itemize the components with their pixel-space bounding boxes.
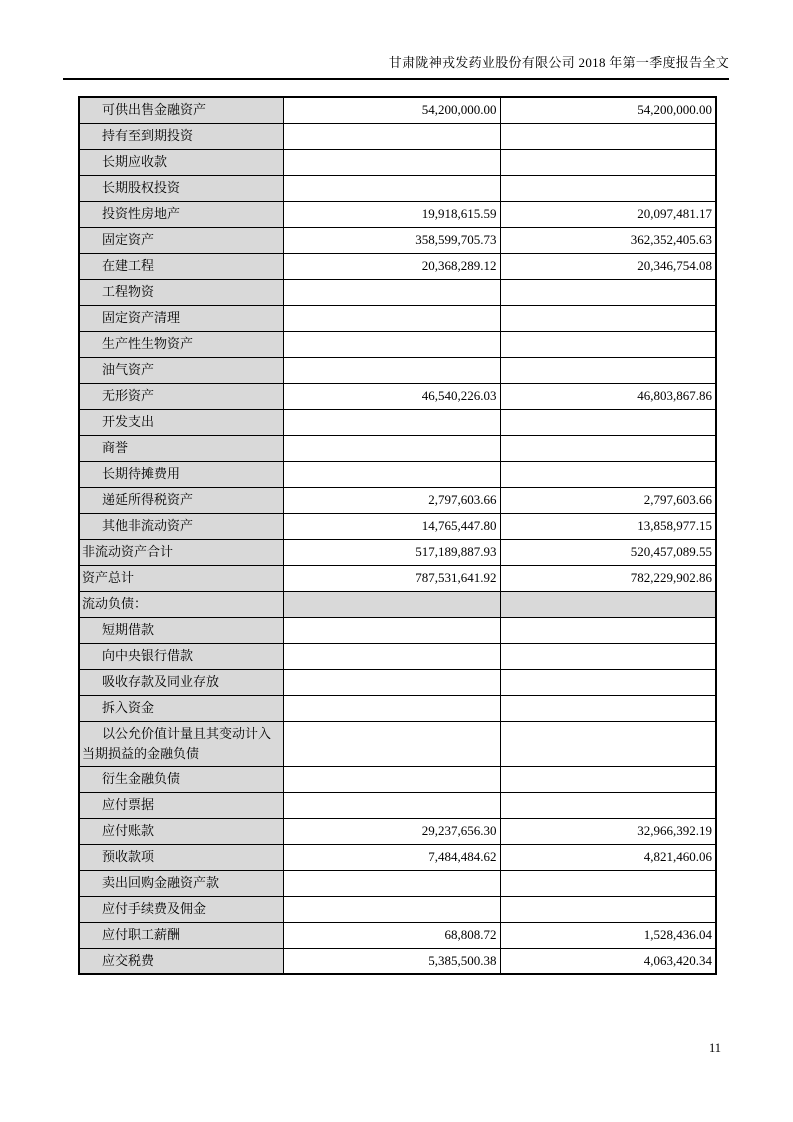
page-header-title: 甘肃陇神戎发药业股份有限公司 2018 年第一季度报告全文 xyxy=(63,52,729,80)
row-value-col1: 46,540,226.03 xyxy=(283,383,500,409)
row-label: 投资性房地产 xyxy=(79,201,283,227)
row-label: 应付票据 xyxy=(79,792,283,818)
row-label: 吸收存款及同业存放 xyxy=(79,669,283,695)
table-row xyxy=(79,695,716,721)
table-row xyxy=(79,383,716,409)
page-number: 11 xyxy=(708,1041,721,1055)
row-value-col2 xyxy=(500,792,716,818)
row-label: 应付职工薪酬 xyxy=(79,922,283,948)
row-label: 固定资产清理 xyxy=(79,305,283,331)
row-value-col2: 20,097,481.17 xyxy=(500,201,716,227)
row-value-col1 xyxy=(283,591,500,617)
row-value-col1 xyxy=(283,721,500,766)
row-value-col1 xyxy=(283,149,500,175)
row-value-col2 xyxy=(500,721,716,766)
row-value-col2 xyxy=(500,279,716,305)
table-row xyxy=(79,279,716,305)
row-value-col1: 68,808.72 xyxy=(283,922,500,948)
row-value-col1 xyxy=(283,617,500,643)
table-row xyxy=(79,617,716,643)
table-row xyxy=(79,818,716,844)
row-value-col1 xyxy=(283,766,500,792)
row-value-col1 xyxy=(283,279,500,305)
row-value-col1: 20,368,289.12 xyxy=(283,253,500,279)
row-value-col2 xyxy=(500,175,716,201)
row-value-col2: 2,797,603.66 xyxy=(500,487,716,513)
row-label: 应付手续费及佣金 xyxy=(79,896,283,922)
row-value-col2: 46,803,867.86 xyxy=(500,383,716,409)
row-label: 长期待摊费用 xyxy=(79,461,283,487)
row-label: 长期股权投资 xyxy=(79,175,283,201)
row-label: 固定资产 xyxy=(79,227,283,253)
row-label: 无形资产 xyxy=(79,383,283,409)
row-value-col1: 19,918,615.59 xyxy=(283,201,500,227)
row-value-col1 xyxy=(283,792,500,818)
table-row xyxy=(79,565,716,591)
row-value-col2: 362,352,405.63 xyxy=(500,227,716,253)
row-value-col1 xyxy=(283,409,500,435)
row-value-col1 xyxy=(283,305,500,331)
row-label: 可供出售金融资产 xyxy=(79,97,283,123)
row-value-col1: 517,189,887.93 xyxy=(283,539,500,565)
row-label: 在建工程 xyxy=(79,253,283,279)
row-value-col2 xyxy=(500,766,716,792)
row-value-col2 xyxy=(500,896,716,922)
row-label: 流动负债： xyxy=(79,591,283,617)
row-label: 拆入资金 xyxy=(79,695,283,721)
row-label: 卖出回购金融资产款 xyxy=(79,870,283,896)
row-value-col1: 14,765,447.80 xyxy=(283,513,500,539)
row-value-col1: 54,200,000.00 xyxy=(283,97,500,123)
row-value-col1: 5,385,500.38 xyxy=(283,948,500,974)
row-label: 向中央银行借款 xyxy=(79,643,283,669)
table-row xyxy=(79,357,716,383)
table-row xyxy=(79,409,716,435)
row-value-col2 xyxy=(500,461,716,487)
row-label: 工程物资 xyxy=(79,279,283,305)
row-value-col1 xyxy=(283,461,500,487)
row-value-col2 xyxy=(500,123,716,149)
table-row xyxy=(79,175,716,201)
row-value-col2: 20,346,754.08 xyxy=(500,253,716,279)
row-value-col2 xyxy=(500,305,716,331)
table-row xyxy=(79,123,716,149)
table-row xyxy=(79,591,716,617)
row-label: 递延所得税资产 xyxy=(79,487,283,513)
table-row xyxy=(79,870,716,896)
row-value-col2 xyxy=(500,669,716,695)
row-label: 非流动资产合计 xyxy=(79,539,283,565)
table-row xyxy=(79,766,716,792)
row-value-col2: 782,229,902.86 xyxy=(500,565,716,591)
table-row xyxy=(79,844,716,870)
row-value-col1 xyxy=(283,643,500,669)
row-value-col2 xyxy=(500,149,716,175)
table-row xyxy=(79,721,716,766)
table-row xyxy=(79,922,716,948)
row-value-col1 xyxy=(283,669,500,695)
table-row xyxy=(79,253,716,279)
row-value-col1 xyxy=(283,175,500,201)
row-value-col2: 4,821,460.06 xyxy=(500,844,716,870)
row-value-col1: 29,237,656.30 xyxy=(283,818,500,844)
table-row xyxy=(79,948,716,974)
table-row xyxy=(79,435,716,461)
row-value-col2 xyxy=(500,643,716,669)
row-label: 油气资产 xyxy=(79,357,283,383)
row-label: 持有至到期投资 xyxy=(79,123,283,149)
row-label: 商誉 xyxy=(79,435,283,461)
row-value-col2 xyxy=(500,870,716,896)
table-row xyxy=(79,539,716,565)
table-row xyxy=(79,331,716,357)
table-row xyxy=(79,513,716,539)
balance-table-body xyxy=(79,97,716,974)
row-value-col1 xyxy=(283,123,500,149)
row-value-col2 xyxy=(500,409,716,435)
row-value-col2: 4,063,420.34 xyxy=(500,948,716,974)
row-value-col2 xyxy=(500,591,716,617)
row-value-col2 xyxy=(500,357,716,383)
table-row xyxy=(79,669,716,695)
row-label: 预收款项 xyxy=(79,844,283,870)
row-value-col2: 520,457,089.55 xyxy=(500,539,716,565)
row-value-col2 xyxy=(500,617,716,643)
row-value-col2 xyxy=(500,331,716,357)
row-label: 资产总计 xyxy=(79,565,283,591)
row-label: 应交税费 xyxy=(79,948,283,974)
row-value-col1 xyxy=(283,331,500,357)
row-value-col2 xyxy=(500,695,716,721)
table-row xyxy=(79,896,716,922)
row-label: 短期借款 xyxy=(79,617,283,643)
row-value-col2: 54,200,000.00 xyxy=(500,97,716,123)
row-value-col1 xyxy=(283,435,500,461)
balance-sheet-table xyxy=(78,96,717,975)
row-label: 以公允价值计量且其变动计入当期损益的金融负债 xyxy=(79,721,283,766)
table-row xyxy=(79,792,716,818)
row-label: 生产性生物资产 xyxy=(79,331,283,357)
row-label: 其他非流动资产 xyxy=(79,513,283,539)
row-value-col2: 1,528,436.04 xyxy=(500,922,716,948)
row-value-col1: 358,599,705.73 xyxy=(283,227,500,253)
table-row xyxy=(79,97,716,123)
row-value-col1 xyxy=(283,870,500,896)
row-value-col1 xyxy=(283,896,500,922)
row-value-col1 xyxy=(283,695,500,721)
row-label: 应付账款 xyxy=(79,818,283,844)
row-value-col2: 32,966,392.19 xyxy=(500,818,716,844)
row-value-col1: 2,797,603.66 xyxy=(283,487,500,513)
table-row xyxy=(79,487,716,513)
table-row xyxy=(79,227,716,253)
row-label: 衍生金融负债 xyxy=(79,766,283,792)
table-row xyxy=(79,201,716,227)
table-row xyxy=(79,149,716,175)
row-value-col1: 787,531,641.92 xyxy=(283,565,500,591)
row-label: 开发支出 xyxy=(79,409,283,435)
table-row xyxy=(79,643,716,669)
row-value-col1 xyxy=(283,357,500,383)
table-row xyxy=(79,461,716,487)
row-value-col1: 7,484,484.62 xyxy=(283,844,500,870)
table-row xyxy=(79,305,716,331)
row-value-col2 xyxy=(500,435,716,461)
row-value-col2: 13,858,977.15 xyxy=(500,513,716,539)
row-label: 长期应收款 xyxy=(79,149,283,175)
